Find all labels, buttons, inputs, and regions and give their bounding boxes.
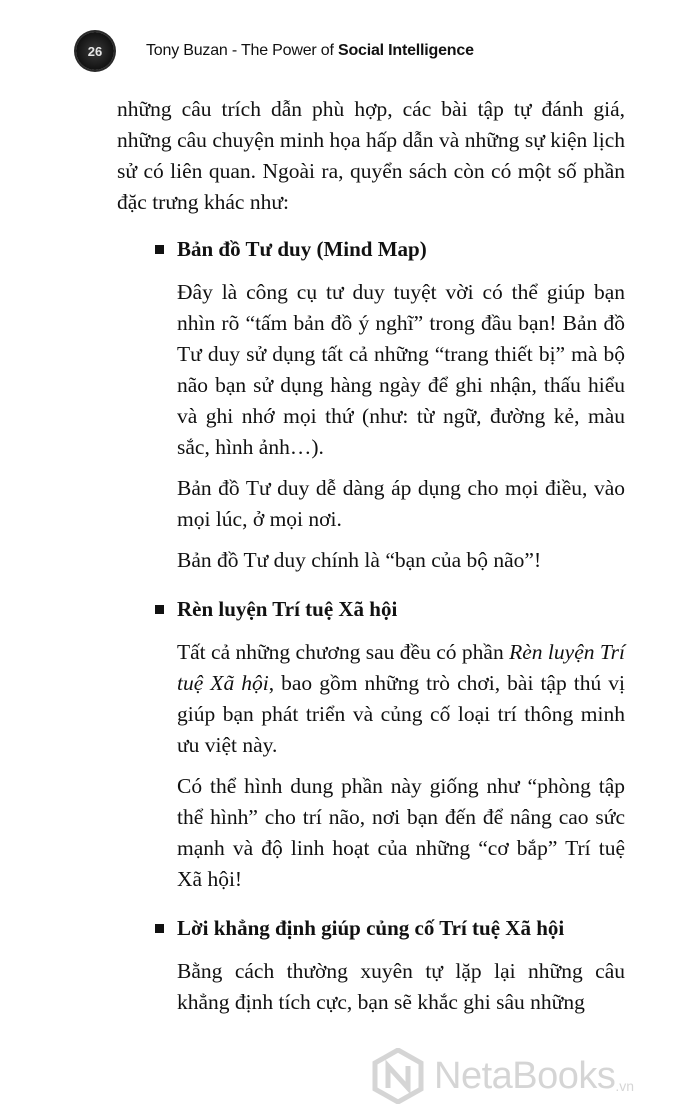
section-heading-affirmations (177, 913, 625, 944)
mind-map-paragraph: Bản đồ Tư duy dễ dàng áp dụng cho mọi điều, vào mọi lúc, ở mọi nơi. (177, 476, 625, 531)
book-author: Tony Buzan (146, 42, 228, 59)
section-heading-mind-map (177, 234, 625, 265)
intro-paragraph: những câu trích dẫn phù hợp, các bài tập tự đánh giá, những câu chuyện minh họa hấp dẫn và những sự kiện lịch sử có liên quan. Ngoài ra, quyển sách còn có một số phần đặc trưng khác như: (117, 97, 625, 214)
running-header (76, 32, 636, 72)
italic-section-name: Rèn luyện Trí tuệ Xã hội (177, 640, 625, 695)
affirmations-paragraph: Bằng cách thường xuyên tự lặp lại những câu khẳng định tích cực, bạn sẽ khắc ghi sâu những (177, 959, 625, 1014)
section-heading-text: Rèn luyện Trí tuệ Xã hội (177, 597, 398, 621)
watermark-text: NetaBooks (434, 1054, 616, 1097)
watermark-suffix: .vn (615, 1078, 635, 1094)
section-heading-text: Bản đồ Tư duy (Mind Map) (177, 237, 427, 261)
section-heading-training (177, 594, 625, 625)
text-run: , bao gồm những trò chơi, bài tập thú vị giúp bạn phát triển và củng cố loại trí thông minh ưu việt này. (177, 671, 626, 757)
mind-map-paragraph: Đây là công cụ tư duy tuyệt vời có thể giúp bạn nhìn rõ “tấm bản đồ ý nghĩ” trong đầu bạn! Bản đồ Tư duy sử dụng tất cả những “trang thiết bị” mà bộ não bạn sử dụng hàng ngày để ghi nhận, thấu hiểu và ghi nhớ mọi thứ (như: từ ngữ, đường kẻ, màu sắc, hình ảnh…). (177, 280, 625, 459)
training-paragraph (177, 637, 625, 761)
square-bullet-icon (155, 245, 164, 254)
training-paragraph: Có thể hình dung phần này giống như “phòng tập thể hình” cho trí não, nơi bạn đến để nâng cao sức mạnh và độ linh hoạt của những “cơ bắp” Trí tuệ Xã hội! (177, 774, 625, 891)
netabooks-logo-icon (372, 1048, 424, 1104)
page-body (117, 94, 625, 1028)
title-separator: - The Power of (227, 42, 338, 59)
text-run: Tất cả những chương sau đều có phần (177, 640, 510, 664)
square-bullet-icon (155, 924, 164, 933)
book-title (146, 42, 474, 60)
page-number-badge (76, 32, 114, 70)
square-bullet-icon (155, 605, 164, 614)
section-heading-text: Lời khẳng định giúp củng cố Trí tuệ Xã hội (177, 916, 565, 940)
book-title-bold: Social Intelligence (337, 42, 474, 59)
page-number: 26 (87, 43, 103, 59)
watermark (372, 1046, 692, 1106)
mind-map-paragraph: Bản đồ Tư duy chính là “bạn của bộ não”! (177, 548, 542, 572)
